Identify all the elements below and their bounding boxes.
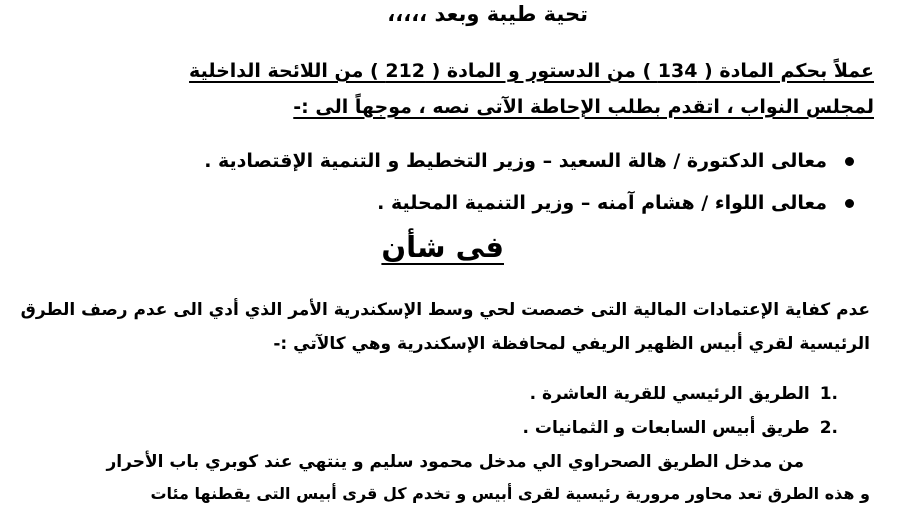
- bullet-icon: [845, 157, 854, 166]
- numbered-item-2: [523, 418, 838, 438]
- recipient-text: معالى الدكتورة / هالة السعيد – وزير التخطيط و التنمية الإقتصادية .: [204, 150, 827, 172]
- body-line-2: الرئيسية لقري أبيس الظهير الريفي لمحافظة الإسكندرية وهي كالآتي :-: [273, 334, 870, 354]
- recipient-text: معالى اللواء / هشام آمنه – وزير التنمية المحلية .: [377, 192, 827, 214]
- subject-heading: فى شأن: [381, 230, 504, 264]
- bullet-icon: [845, 199, 854, 208]
- numbered-item-1: [530, 384, 838, 404]
- greeting-line: تحية طيبة وبعد ،،،،،: [387, 2, 588, 26]
- item-text: الطريق الرئيسي للقرية العاشرة .: [529, 384, 810, 404]
- intro-line-2: لمجلس النواب ، اتقدم بطلب الإحاطة الآتى نصه ، موجهاً الى :-: [293, 96, 874, 118]
- item-number: 1.: [819, 384, 838, 404]
- intro-line-1: عملاً بحكم المادة ( 134 ) من الدستور و المادة ( 212 ) من اللائحة الداخلية: [189, 60, 874, 82]
- recipient-item-2: [377, 192, 854, 214]
- recipient-item-1: [204, 150, 854, 172]
- body-line-1: عدم كفاية الإعتمادات المالية التى خصصت لحي وسط الإسكندرية الأمر الذي أدي الى عدم رصف الطرق: [20, 300, 870, 320]
- body-line-4: و هذه الطرق تعد محاور مرورية رئيسية لقرى أبيس و تخدم كل قرى أبيس التى يقطنها مئات: [150, 484, 870, 503]
- body-line-3: من مدخل الطريق الصحراوي الي مدخل محمود سليم و ينتهي عند كوبري باب الأحرار: [106, 452, 804, 472]
- item-text: طريق أبيس السابعات و الثمانيات .: [522, 418, 810, 438]
- item-number: 2.: [819, 418, 838, 438]
